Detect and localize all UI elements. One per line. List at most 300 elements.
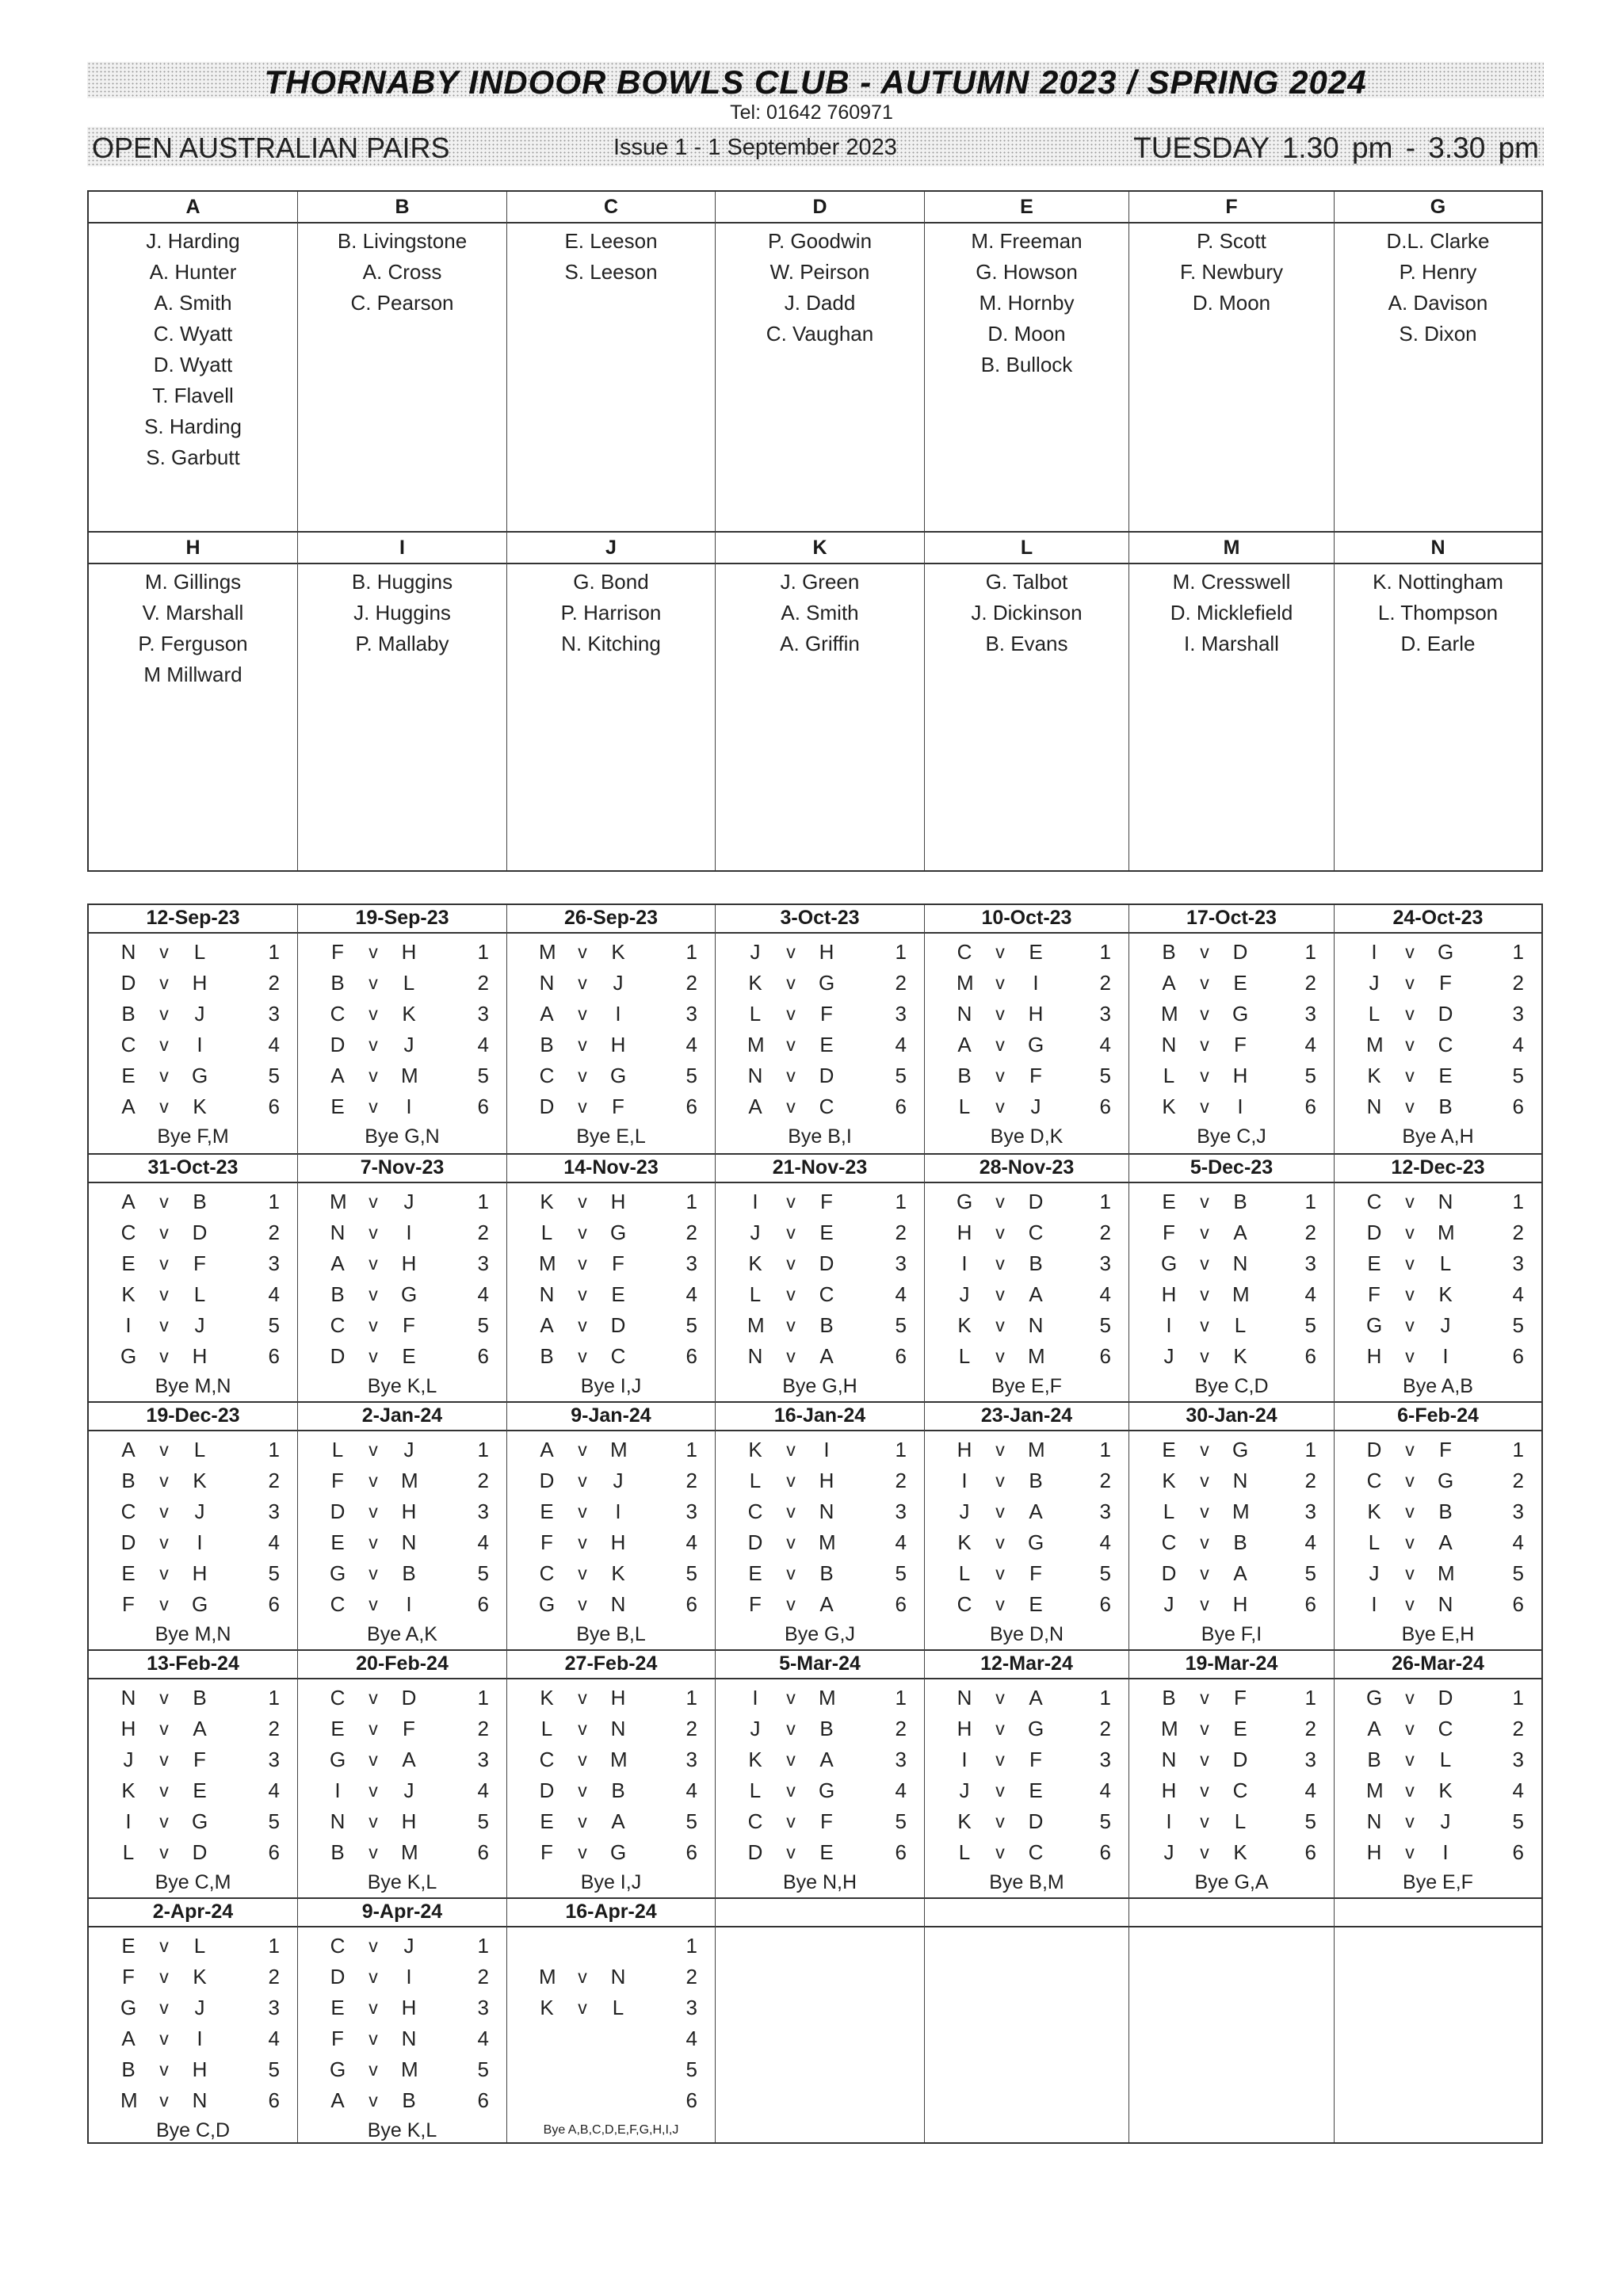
home-team: C: [539, 1748, 555, 1771]
home-team: I: [125, 1809, 132, 1833]
rink-number: 6: [1304, 1840, 1316, 1864]
rink-number: 1: [1512, 1190, 1524, 1213]
rink-number: 5: [685, 1313, 697, 1337]
versus-label: v: [578, 1594, 587, 1614]
rink-number: 3: [268, 1748, 280, 1771]
player-name: A. Cross: [362, 260, 442, 284]
game-row: [89, 1558, 297, 1589]
home-team: I: [334, 1778, 341, 1802]
rink-number: 5: [1512, 1809, 1524, 1833]
rink-number: 3: [895, 1748, 907, 1771]
versus-label: v: [1405, 1780, 1415, 1801]
away-team: F: [820, 1002, 833, 1026]
rink-number: 3: [685, 1002, 697, 1026]
rink-number: 6: [477, 1840, 489, 1864]
player-name: M. Freeman: [971, 229, 1083, 253]
game-row: [1129, 1713, 1334, 1744]
away-team: L: [1234, 1809, 1247, 1833]
away-team: B: [1029, 1469, 1043, 1492]
rink-number: 4: [477, 1033, 489, 1056]
game-row: [89, 1962, 297, 1992]
round-date: 19-Dec-23: [89, 1401, 297, 1431]
versus-label: v: [369, 2059, 378, 2080]
game-row: [298, 1341, 506, 1372]
game-row: [89, 2085, 297, 2116]
versus-label: v: [786, 1594, 796, 1614]
away-team: G: [1232, 1438, 1249, 1461]
versus-label: v: [995, 1284, 1005, 1305]
versus-label: v: [578, 972, 587, 993]
rink-number: 1: [477, 1190, 489, 1213]
subheader-banner: [87, 127, 1544, 166]
away-team: D: [1438, 1686, 1453, 1710]
game-list: [89, 1431, 297, 1620]
versus-label: v: [1200, 1718, 1209, 1739]
away-team: K: [193, 1965, 207, 1988]
away-team: D: [1438, 1002, 1453, 1026]
versus-label: v: [1405, 1284, 1415, 1305]
away-team: B: [1438, 1499, 1453, 1523]
away-team: J: [1440, 1809, 1451, 1833]
round-29: [298, 1897, 507, 2142]
player-name: E. Leeson: [564, 229, 658, 253]
round-date: 6-Feb-24: [1335, 1401, 1541, 1431]
versus-label: v: [578, 1501, 587, 1522]
versus-label: v: [578, 1315, 587, 1335]
rink-number: 3: [1099, 1002, 1111, 1026]
rink-number: 5: [477, 2057, 489, 2081]
rink-number: 1: [1099, 1190, 1111, 1213]
home-team: D: [1366, 1438, 1382, 1461]
rink-number: 3: [1304, 1251, 1316, 1275]
rink-number: 1: [1512, 940, 1524, 964]
versus-label: v: [159, 1470, 169, 1491]
club-phone: Tel: 01642 760971: [730, 101, 893, 124]
round-date: 9-Apr-24: [298, 1897, 506, 1927]
rink-number: 4: [1304, 1033, 1316, 1056]
teams-grid: [87, 190, 1543, 872]
rink-number: 3: [477, 1748, 489, 1771]
versus-label: v: [578, 1003, 587, 1024]
game-row: [925, 1091, 1128, 1122]
versus-label: v: [159, 1811, 169, 1832]
versus-label: v: [995, 1749, 1005, 1770]
versus-label: v: [786, 1749, 796, 1770]
home-team: G: [1366, 1313, 1383, 1337]
rink-number: 5: [1512, 1313, 1524, 1337]
game-row: [925, 1806, 1128, 1837]
away-team: M: [1438, 1221, 1455, 1244]
rink-number: 3: [477, 1002, 489, 1026]
round-date: 23-Jan-24: [925, 1401, 1128, 1431]
game-row: [1129, 1806, 1334, 1837]
game-list: [507, 1183, 715, 1372]
game-list: [507, 1431, 715, 1620]
game-row: [298, 1248, 506, 1279]
bye-label: Bye A,B: [1403, 1375, 1473, 1397]
away-team: M: [1028, 1344, 1045, 1368]
home-team: K: [957, 1313, 972, 1337]
team-e: [925, 192, 1129, 531]
home-team: D: [539, 1778, 555, 1802]
round-14: [89, 1401, 298, 1649]
player-name: J. Dadd: [784, 291, 856, 315]
player-name: L. Thompson: [1377, 601, 1499, 625]
rink-number: 5: [1304, 1313, 1316, 1337]
rink-number: 6: [1099, 1344, 1111, 1368]
home-team: A: [121, 2027, 136, 2050]
away-team: D: [1028, 1190, 1044, 1213]
away-team: J: [194, 1002, 205, 1026]
game-row: [1335, 968, 1541, 999]
rink-number: 6: [477, 1095, 489, 1118]
away-team: D: [1028, 1809, 1044, 1833]
versus-label: v: [995, 1501, 1005, 1522]
home-team: L: [958, 1840, 971, 1864]
rink-number: 3: [268, 1002, 280, 1026]
away-team: B: [402, 1561, 416, 1585]
away-team: H: [401, 940, 417, 964]
versus-label: v: [369, 1997, 378, 2018]
bye-label: Bye B,M: [989, 1871, 1064, 1893]
away-team: H: [401, 1251, 417, 1275]
versus-label: v: [369, 2090, 378, 2111]
home-team: J: [959, 1778, 970, 1802]
round-date: 19-Sep-23: [298, 905, 506, 934]
away-team: M: [401, 1469, 418, 1492]
home-team: E: [1367, 1251, 1381, 1275]
home-team: D: [330, 1033, 346, 1056]
game-row: [925, 999, 1128, 1030]
away-team: B: [819, 1717, 834, 1740]
player-name: A. Griffin: [780, 632, 860, 655]
game-row: [716, 1341, 924, 1372]
game-row: [925, 1713, 1128, 1744]
game-row: [507, 937, 715, 968]
player-name: P. Henry: [1399, 260, 1477, 284]
game-row: [1335, 1186, 1541, 1217]
game-row: [298, 1713, 506, 1744]
home-team: B: [1162, 940, 1176, 964]
game-row: [298, 1683, 506, 1713]
versus-label: v: [369, 972, 378, 993]
away-team: M: [1232, 1282, 1250, 1306]
versus-label: v: [1405, 1065, 1415, 1086]
away-team: H: [1232, 1592, 1248, 1616]
player-name: B. Livingstone: [337, 229, 468, 253]
game-row: [507, 1248, 715, 1279]
away-team: N: [819, 1499, 834, 1523]
away-team: I: [1033, 971, 1039, 995]
away-team: N: [1232, 1251, 1248, 1275]
away-team: J: [194, 1313, 205, 1337]
versus-label: v: [786, 1811, 796, 1832]
round-23: [507, 1649, 716, 1897]
rink-number: 4: [685, 1530, 697, 1554]
away-team: I: [406, 1965, 412, 1988]
game-row: [1335, 1683, 1541, 1713]
away-team: N: [1438, 1592, 1453, 1616]
player-name: D. Earle: [1400, 632, 1476, 655]
rink-number: 4: [685, 1033, 697, 1056]
game-row: [716, 1589, 924, 1620]
player-name: P. Ferguson: [138, 632, 248, 655]
away-team: F: [403, 1313, 415, 1337]
team-player-list: [298, 223, 506, 319]
versus-label: v: [786, 1284, 796, 1305]
rink-number: 5: [1304, 1064, 1316, 1087]
home-team: D: [330, 1965, 346, 1988]
away-team: K: [611, 1561, 625, 1585]
game-row: [89, 1837, 297, 1868]
versus-label: v: [995, 1315, 1005, 1335]
game-list: [716, 1431, 924, 1620]
player-name: A. Hunter: [149, 260, 237, 284]
away-team: H: [819, 940, 834, 964]
game-row: [716, 1806, 924, 1837]
game-row: [507, 1962, 715, 1992]
game-row: [507, 1341, 715, 1372]
home-team: E: [330, 1996, 345, 2019]
home-team: D: [120, 1530, 136, 1554]
versus-label: v: [1200, 1346, 1209, 1366]
rink-number: 1: [685, 940, 697, 964]
away-team: N: [401, 2027, 417, 2050]
versus-label: v: [159, 1439, 169, 1460]
rink-number: 3: [477, 1251, 489, 1275]
home-team: E: [121, 1561, 136, 1585]
bye-label: Bye D,K: [990, 1125, 1064, 1148]
rink-number: 1: [477, 1438, 489, 1461]
rink-number: 3: [1099, 1748, 1111, 1771]
player-name: T. Flavell: [152, 384, 234, 407]
home-team: H: [957, 1438, 972, 1461]
rink-number: 6: [1099, 1840, 1111, 1864]
game-row: [89, 1341, 297, 1372]
game-row: [1129, 1217, 1334, 1248]
home-team: L: [122, 1840, 135, 1864]
rink-number: 5: [1099, 1561, 1111, 1585]
game-row: [716, 1558, 924, 1589]
away-team: G: [192, 1064, 208, 1087]
game-row: [89, 1435, 297, 1465]
versus-label: v: [578, 1687, 587, 1708]
away-team: D: [192, 1840, 208, 1864]
bye-label: Bye A,K: [367, 1623, 437, 1645]
versus-label: v: [1405, 1501, 1415, 1522]
versus-label: v: [369, 1222, 378, 1243]
game-row: [89, 2054, 297, 2085]
versus-label: v: [995, 1191, 1005, 1212]
versus-label: v: [578, 1718, 587, 1739]
game-row: [925, 1310, 1128, 1341]
team-h: [89, 531, 298, 870]
home-team: K: [121, 1282, 136, 1306]
game-row: [89, 937, 297, 968]
rink-number: 5: [268, 1809, 280, 1833]
game-row: [89, 1248, 297, 1279]
away-team: A: [193, 1717, 207, 1740]
game-row: [925, 1217, 1128, 1248]
home-team: A: [330, 1064, 345, 1087]
game-row: [507, 1279, 715, 1310]
bye-label: Bye D,N: [989, 1623, 1064, 1645]
home-team: M: [747, 1313, 765, 1337]
home-team: H: [957, 1717, 972, 1740]
away-team: E: [819, 1033, 834, 1056]
rink-number: 5: [268, 1561, 280, 1585]
rink-number: 5: [268, 1064, 280, 1087]
home-team: D: [747, 1840, 763, 1864]
round-1: [298, 905, 507, 1153]
versus-label: v: [1200, 1501, 1209, 1522]
away-team: M: [401, 2057, 418, 2081]
versus-label: v: [159, 1935, 169, 1956]
away-team: N: [401, 1530, 417, 1554]
home-team: C: [1161, 1530, 1177, 1554]
game-row: [1335, 1496, 1541, 1527]
versus-label: v: [786, 1003, 796, 1024]
game-list: [298, 1679, 506, 1868]
bye-label: Bye G,N: [365, 1125, 440, 1148]
away-team: J: [1440, 1313, 1451, 1337]
rink-number: 3: [685, 1996, 697, 2019]
rink-number: 3: [895, 1002, 907, 1026]
home-team: A: [1162, 971, 1176, 995]
away-team: F: [1439, 1438, 1452, 1461]
rink-number: 2: [895, 1469, 907, 1492]
rink-number: 2: [1304, 1717, 1316, 1740]
home-team: F: [1368, 1282, 1381, 1306]
game-list: [89, 934, 297, 1122]
away-team: K: [193, 1095, 207, 1118]
versus-label: v: [995, 1842, 1005, 1862]
away-team: E: [402, 1344, 416, 1368]
away-team: K: [193, 1469, 207, 1492]
game-row: [89, 1744, 297, 1775]
versus-label: v: [786, 1253, 796, 1274]
club-title: THORNABY INDOOR BOWLS CLUB - AUTUMN 2023 / SPRING 2024: [264, 63, 1367, 101]
game-row: [298, 1465, 506, 1496]
away-team: D: [1232, 940, 1248, 964]
game-row: [716, 1030, 924, 1060]
game-row: [298, 1217, 506, 1248]
away-team: F: [193, 1251, 206, 1275]
home-team: I: [961, 1469, 968, 1492]
home-team: J: [1369, 1561, 1380, 1585]
versus-label: v: [995, 1532, 1005, 1553]
player-name: S. Harding: [144, 415, 242, 438]
game-row: [89, 1683, 297, 1713]
away-team: G: [610, 1840, 627, 1864]
round-date: 12-Sep-23: [89, 905, 297, 934]
away-team: A: [819, 1344, 834, 1368]
versus-label: v: [369, 1749, 378, 1770]
player-name: D. Wyatt: [153, 353, 233, 376]
player-name: M. Cresswell: [1172, 570, 1291, 594]
versus-label: v: [786, 1222, 796, 1243]
rink-number: 3: [268, 1996, 280, 2019]
rink-number: 2: [477, 1965, 489, 1988]
versus-label: v: [369, 1935, 378, 1956]
game-list: [1129, 934, 1334, 1122]
home-team: I: [961, 1251, 968, 1275]
versus-label: v: [578, 1346, 587, 1366]
versus-label: v: [159, 2090, 169, 2111]
bye-label: Bye G,A: [1194, 1871, 1269, 1893]
game-row: [716, 1744, 924, 1775]
versus-label: v: [369, 1191, 378, 1212]
home-team: L: [1163, 1499, 1175, 1523]
bye-label: Bye G,J: [785, 1623, 855, 1645]
rink-number: 2: [895, 1221, 907, 1244]
away-team: J: [403, 1778, 414, 1802]
versus-label: v: [1405, 1842, 1415, 1862]
home-team: F: [331, 1469, 344, 1492]
rink-number: 6: [685, 1344, 697, 1368]
round-4: [925, 905, 1129, 1153]
round-date: 12-Dec-23: [1335, 1153, 1541, 1183]
bye-label: Bye K,L: [367, 1375, 437, 1397]
versus-label: v: [578, 1780, 587, 1801]
player-name: P. Harrison: [560, 601, 662, 625]
versus-label: v: [369, 1718, 378, 1739]
game-row: [507, 1091, 715, 1122]
home-team: C: [120, 1221, 136, 1244]
rink-number: 6: [477, 2088, 489, 2112]
game-row: [89, 1589, 297, 1620]
team-b: [298, 192, 507, 531]
round-date: 3-Oct-23: [716, 905, 924, 934]
round-9: [507, 1153, 716, 1401]
player-name: D. Micklefield: [1170, 601, 1293, 625]
away-team: G: [1028, 1717, 1044, 1740]
player-name: K. Nottingham: [1373, 570, 1503, 594]
away-team: H: [1232, 1064, 1248, 1087]
versus-label: v: [369, 1842, 378, 1862]
player-name: A. Smith: [781, 601, 859, 625]
away-team: L: [1234, 1313, 1247, 1337]
player-name: V. Marshall: [142, 601, 244, 625]
game-row: [716, 937, 924, 968]
game-row: [1129, 1060, 1334, 1091]
player-name: B. Huggins: [351, 570, 453, 594]
game-row: [925, 1186, 1128, 1217]
rink-number: 1: [895, 940, 907, 964]
rink-number: 4: [268, 2027, 280, 2050]
game-row: [298, 1186, 506, 1217]
away-team: D: [819, 1251, 834, 1275]
away-team: E: [611, 1282, 625, 1306]
game-row: [925, 968, 1128, 999]
game-row: [1335, 937, 1541, 968]
round-30: [507, 1897, 716, 2142]
home-team: E: [330, 1530, 345, 1554]
rink-number: 1: [685, 1934, 697, 1958]
home-team: E: [540, 1809, 554, 1833]
round-0: [89, 905, 298, 1153]
versus-label: v: [578, 1749, 587, 1770]
away-team: L: [193, 1282, 206, 1306]
game-row: [89, 999, 297, 1030]
home-team: E: [121, 1064, 136, 1087]
away-team: I: [1442, 1840, 1449, 1864]
game-row: [507, 1806, 715, 1837]
game-row: [1335, 1060, 1541, 1091]
rink-number: 4: [895, 1778, 907, 1802]
player-name: P. Scott: [1197, 229, 1266, 253]
rink-number: 4: [685, 2027, 697, 2050]
